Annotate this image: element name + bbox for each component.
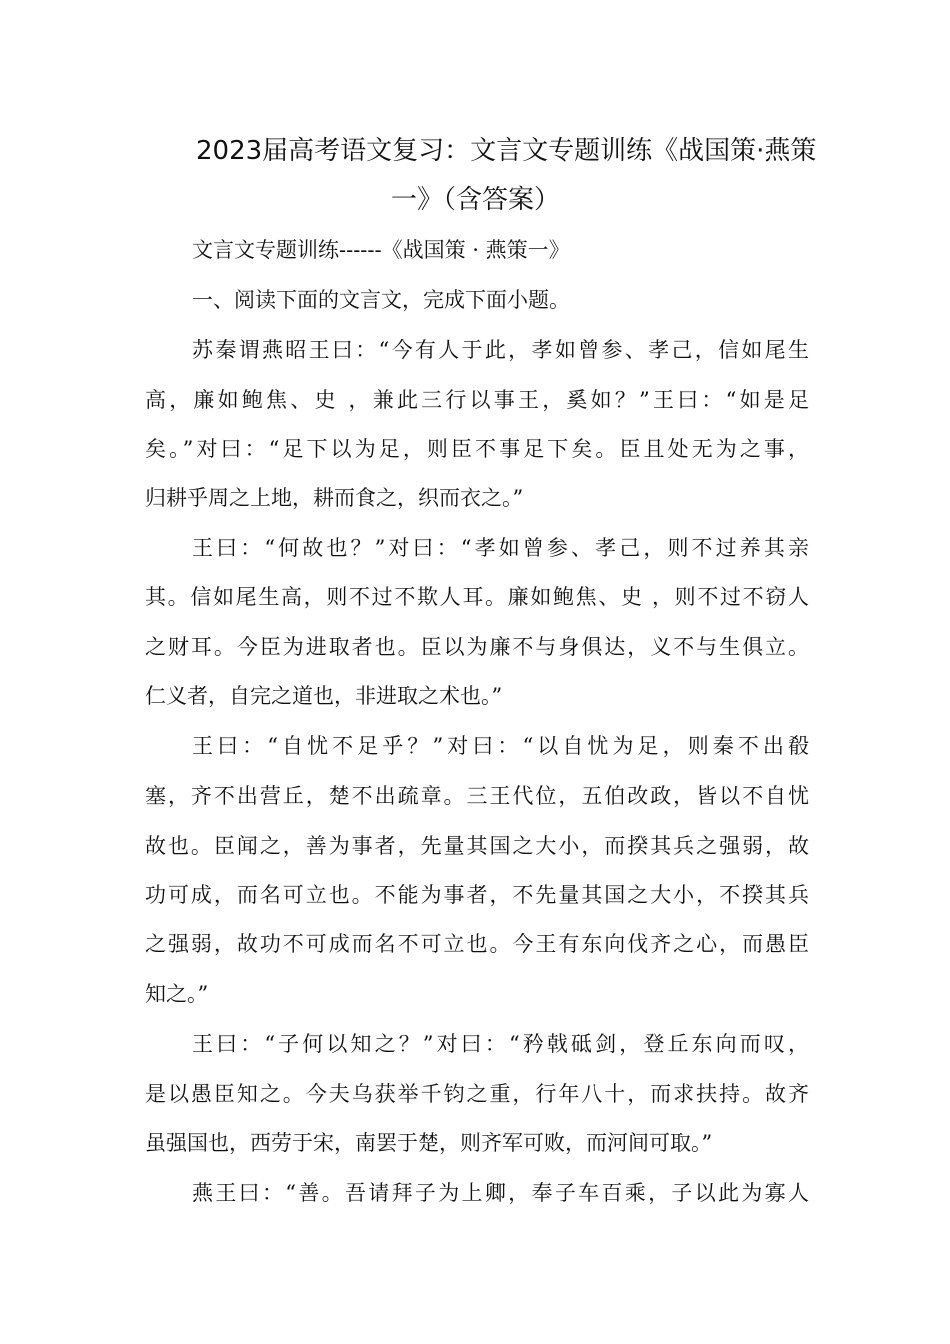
paragraph-3-line: 王曰：“自忧不足乎？”对曰：“以自忧为足，则秦不出殽 — [192, 734, 809, 758]
document-title-line-2: 一》（含答案） — [391, 185, 561, 215]
paragraph-4-line: 是以愚臣知之。今夫乌获举千钧之重，行年八十，而求扶持。故齐 — [145, 1082, 809, 1106]
paragraph-3-line: 知之。” — [145, 982, 209, 1006]
paragraph-1-line: 归耕乎周之上地，耕而食之，织而衣之。” — [145, 486, 524, 510]
paragraph-1-line: 高，廉如鲍焦、史 ，兼此三行以事王，奚如？”王曰：“如是足 — [145, 388, 809, 412]
document-subtitle: 文言文专题训练------《战国策 · 燕策一》 — [192, 238, 570, 262]
instruction-text: 一、阅读下面的文言文，完成下面小题。 — [192, 288, 570, 312]
document-title-line-1: 2023届高考语文复习：文言文专题训练《战国策·燕策 — [196, 136, 817, 166]
paragraph-1-line: 苏秦谓燕昭王曰：“今有人于此，孝如曾参、孝己，信如尾生 — [192, 338, 809, 362]
paragraph-4-line: 王曰：“子何以知之？”对曰：“矜戟砥剑，登丘东向而叹， — [192, 1032, 809, 1056]
paragraph-2-line: 王曰：“何故也？”对曰：“孝如曾参、孝己，则不过养其亲 — [192, 536, 809, 560]
paragraph-2-line: 其。信如尾生高，则不过不欺人耳。廉如鲍焦、史 ，则不过不窃人 — [145, 585, 809, 609]
paragraph-1-line: 矣。”对曰：“足下以为足，则臣不事足下矣。臣且处无为之事， — [145, 437, 809, 461]
paragraph-2-line: 之财耳。今臣为进取者也。臣以为廉不与身俱达，义不与生俱立。 — [145, 635, 809, 659]
paragraph-3-line: 功可成，而名可立也。不能为事者，不先量其国之大小，不揆其兵 — [145, 883, 809, 907]
paragraph-3-line: 之强弱，故功不可成而名不可立也。今王有东向伐齐之心，而愚臣 — [145, 932, 809, 956]
paragraph-3-line: 故也。臣闻之，善为事者，先量其国之大小，而揆其兵之强弱，故 — [145, 834, 809, 858]
paragraph-4-line: 虽强国也，西劳于宋，南罢于楚，则齐军可败，而河间可取。” — [145, 1131, 713, 1155]
paragraph-5-line: 燕王曰：“善。吾请拜子为上卿，奉子车百乘，子以此为寡人 — [192, 1181, 809, 1205]
paragraph-3-line: 塞，齐不出营丘，楚不出疏章。三王代位，五伯改政，皆以不自忧 — [145, 784, 809, 808]
paragraph-2-line: 仁义者，自完之道也，非进取之术也。” — [145, 684, 503, 708]
